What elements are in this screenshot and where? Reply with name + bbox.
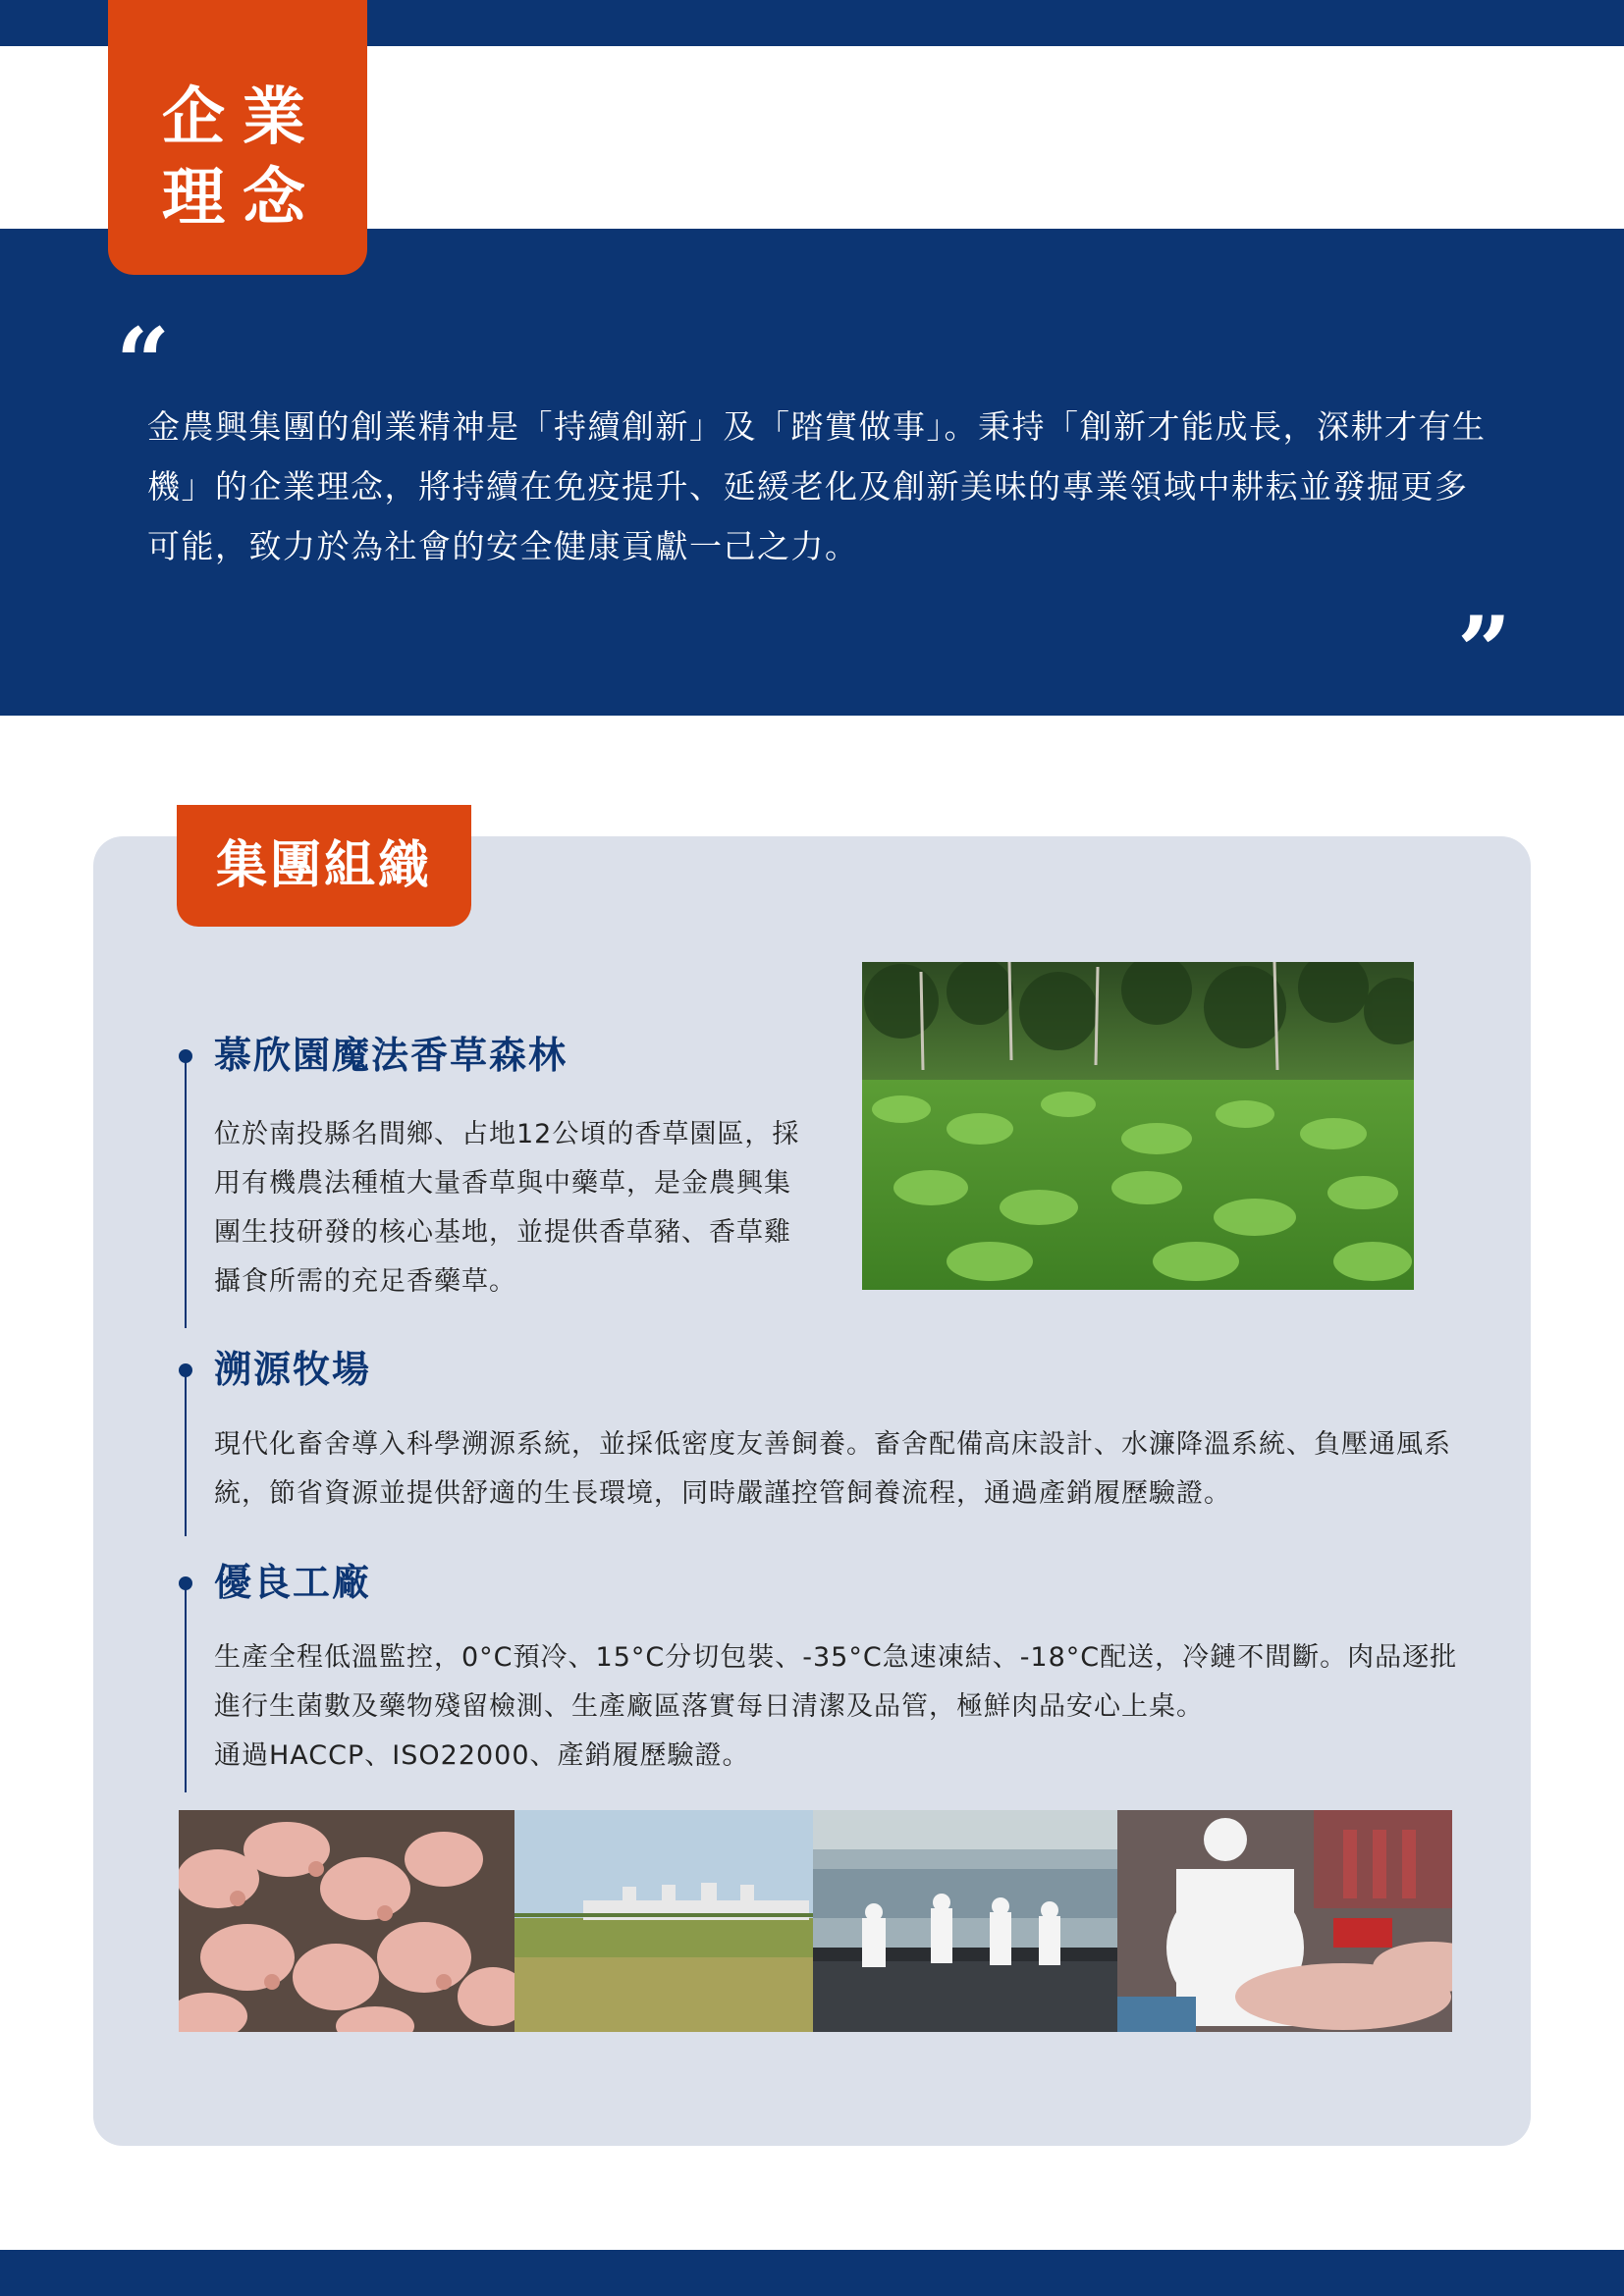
ranch-photo — [514, 1810, 813, 2032]
meat-processing-photo — [1117, 1810, 1452, 2032]
section-good-factory — [187, 1553, 1463, 1769]
philosophy-tag-line2: 理念 — [162, 161, 323, 235]
section-title: 溯源牧場 — [214, 1347, 372, 1391]
photo-strip — [179, 1810, 1452, 2032]
section-herb-forest — [187, 1026, 815, 1297]
section-body: 位於南投縣名間鄉、占地12公頃的香草園區，採用有機農法種植大量香草與中藥草，是金農興集團生技研發的核心基地，並提供香草豬、香草雞攝食所需的充足香藥草。 — [214, 1119, 800, 1297]
open-quote-icon: “ — [116, 307, 171, 418]
section-rule — [185, 1059, 187, 1328]
section-body: 現代化畜舍導入科學溯源系統，並採低密度友善飼養。畜舍配備高床設計、水濂降溫系統、負壓通風系統，節省資源並提供舒適的生長環境，同時嚴謹控管飼養流程，通過產銷履歷驗證。 — [214, 1429, 1451, 1509]
section-traceable-ranch — [187, 1340, 1463, 1509]
section-body-certifications: 通過HACCP、ISO22000、產銷履歷驗證。 — [214, 1740, 750, 1771]
section-body: 生產全程低溫監控，0°C預冷、15°C分切包裝、-35°C急速凍結、-18°C配送，冷鏈不間斷。肉品逐批進行生菌數及藥物殘留檢測、生產廠區落實每日清潔及品管，極鮮肉品安心上桌。 — [214, 1642, 1458, 1722]
organization-tag: 集團組織 — [177, 805, 471, 927]
section-title: 慕欣園魔法香草森林 — [214, 1033, 568, 1077]
section-rule — [185, 1373, 187, 1536]
philosophy-quote-text: 金農興集團的創業精神是「持續創新」及「踏實做事」。秉持「創新才能成長，深耕才有生機」的企業理念，將持續在免疫提升、延緩老化及創新美味的專業領域中耕耘並發掘更多可能，致力於為社會的安全健康貢獻一己之力。 — [147, 407, 1487, 565]
bottom-band — [0, 2250, 1624, 2296]
philosophy-tag-line1: 企業 — [162, 80, 323, 154]
pigs-photo — [179, 1810, 514, 2032]
herb-forest-photo — [862, 962, 1414, 1290]
section-title: 優良工廠 — [214, 1560, 372, 1604]
lab-photo — [813, 1810, 1117, 2032]
close-quote-icon: ” — [1457, 596, 1512, 707]
philosophy-tag — [108, 0, 367, 275]
section-rule — [185, 1586, 187, 1792]
